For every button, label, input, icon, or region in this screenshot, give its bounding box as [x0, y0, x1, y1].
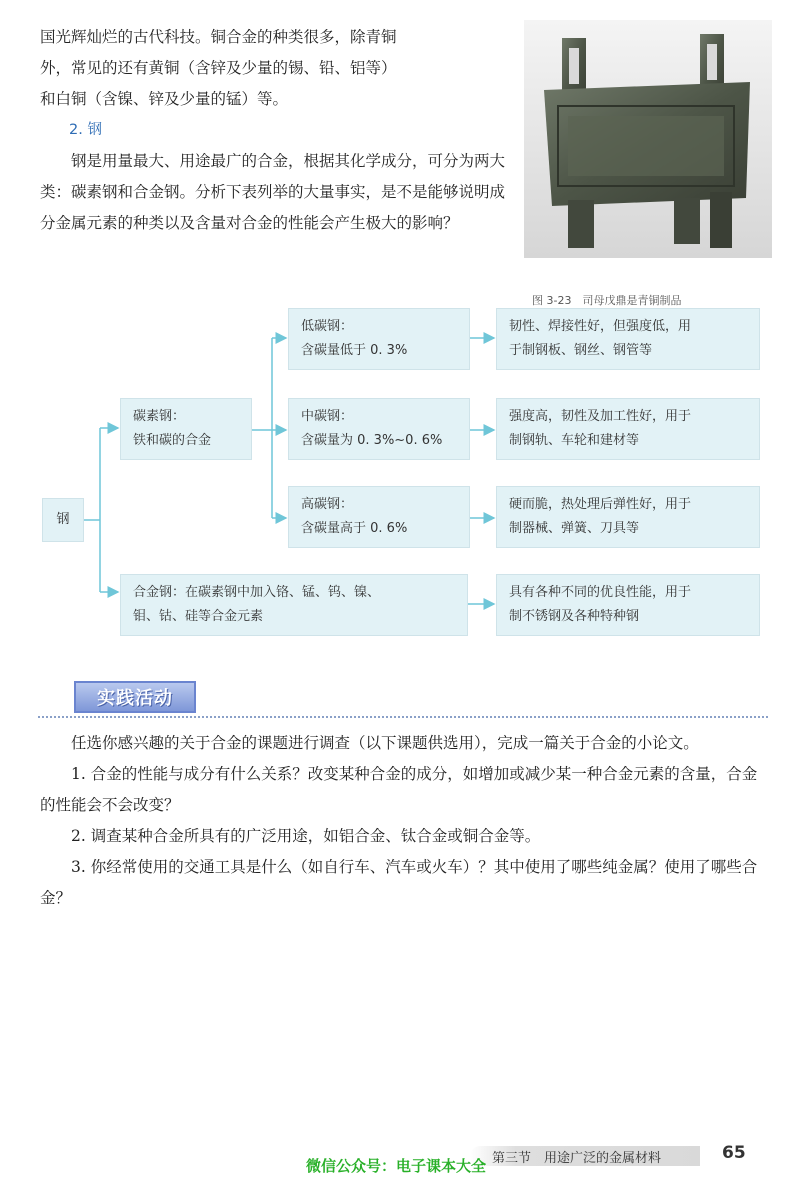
bronze-ding-photo [524, 20, 772, 258]
activity-item-1: 1. 合金的性能与成分有什么关系？改变某种合金的成分，如增加或减少某一种合金元素的含量，合金的性能会不会改变？ [40, 765, 758, 814]
low-carbon-desc-1: 韧性、焊接性好，但强度低，用 [509, 319, 692, 334]
section-heading: 2. 钢 [69, 122, 102, 138]
intro-line-1: 国光辉灿烂的古代科技。铜合金的种类很多，除青铜 [40, 28, 397, 46]
intro-line-3: 和白铜（含镍、锌及少量的锰）等。 [40, 90, 289, 108]
alloy-steel-desc-2: 制不锈钢及各种特种钢 [509, 609, 640, 624]
mid-carbon-content: 含碳量为 0. 3%~0. 6% [301, 433, 443, 448]
watermark: 微信公众号：电子课本大全 [306, 1157, 487, 1175]
carbon-steel-desc: 铁和碳的合金 [133, 433, 212, 448]
activity-item-3: 3. 你经常使用的交通工具是什么（如自行车、汽车或火车）？其中使用了哪些纯金属？使用了哪些合金？ [40, 858, 758, 907]
activity-banner: 实践活动 [74, 681, 196, 713]
high-carbon-desc-2: 制器械、弹簧、刀具等 [509, 521, 640, 536]
alloy-steel-properties [496, 574, 760, 636]
high-carbon-title: 高碳钢： [301, 497, 354, 512]
root-node-steel [42, 498, 84, 542]
intro-text [40, 22, 510, 239]
steel-paragraph: 钢是用量最大、用途最广的合金，根据其化学成分，可分为两大类：碳素钢和合金钢。分析下表列举的大量事实，是不是能够说明成分金属元素的种类以及含量对合金的性能会产生极大的影响？ [40, 152, 506, 232]
low-carbon-title: 低碳钢： [301, 319, 354, 334]
high-carbon-properties [496, 486, 760, 548]
low-carbon-content: 含碳量低于 0. 3% [301, 343, 408, 358]
page-number: 65 [722, 1143, 746, 1163]
high-carbon-content: 含碳量高于 0. 6% [301, 521, 408, 536]
alloy-steel-desc-1: 具有各种不同的优良性能，用于 [509, 585, 692, 600]
figure-bronze-ding [524, 20, 772, 307]
mid-carbon-title: 中碳钢： [301, 409, 354, 424]
mid-carbon-desc-1: 强度高，韧性及加工性好，用于 [509, 409, 692, 424]
alloy-steel-elements: 钼、钴、硅等合金元素 [133, 609, 264, 624]
mid-carbon-properties [496, 398, 760, 460]
low-carbon-node [288, 308, 470, 370]
mid-carbon-node [288, 398, 470, 460]
intro-line-2: 外，常见的还有黄铜（含锌及少量的锡、铅、铝等） [40, 59, 397, 77]
alloy-steel-node [120, 574, 468, 636]
steel-classification-diagram [38, 300, 764, 640]
alloy-steel-title: 合金钢：在碳素钢中加入铬、锰、钨、镍、 [133, 585, 381, 600]
high-carbon-node [288, 486, 470, 548]
low-carbon-properties [496, 308, 760, 370]
activity-text [40, 728, 770, 914]
low-carbon-desc-2: 于制钢板、钢丝、钢管等 [509, 343, 653, 358]
high-carbon-desc-1: 硬而脆，热处理后弹性好，用于 [509, 497, 692, 512]
figure-caption: 图 3-23 司母戊鼎是青铜制品 [532, 294, 682, 307]
carbon-steel-title: 碳素钢： [133, 409, 186, 424]
activity-intro: 任选你感兴趣的关于合金的课题进行调查（以下课题供选用），完成一篇关于合金的小论文。 [71, 734, 699, 752]
footer-section-title: 第三节 用途广泛的金属材料 [492, 1151, 662, 1166]
root-label: 钢 [56, 512, 70, 527]
mid-carbon-desc-2: 制钢轨、车轮和建材等 [509, 433, 640, 448]
dotted-divider [38, 716, 768, 718]
carbon-steel-node [120, 398, 252, 460]
activity-item-2: 2. 调查某种合金所具有的广泛用途，如铝合金、钛合金或铜合金等。 [71, 827, 541, 845]
